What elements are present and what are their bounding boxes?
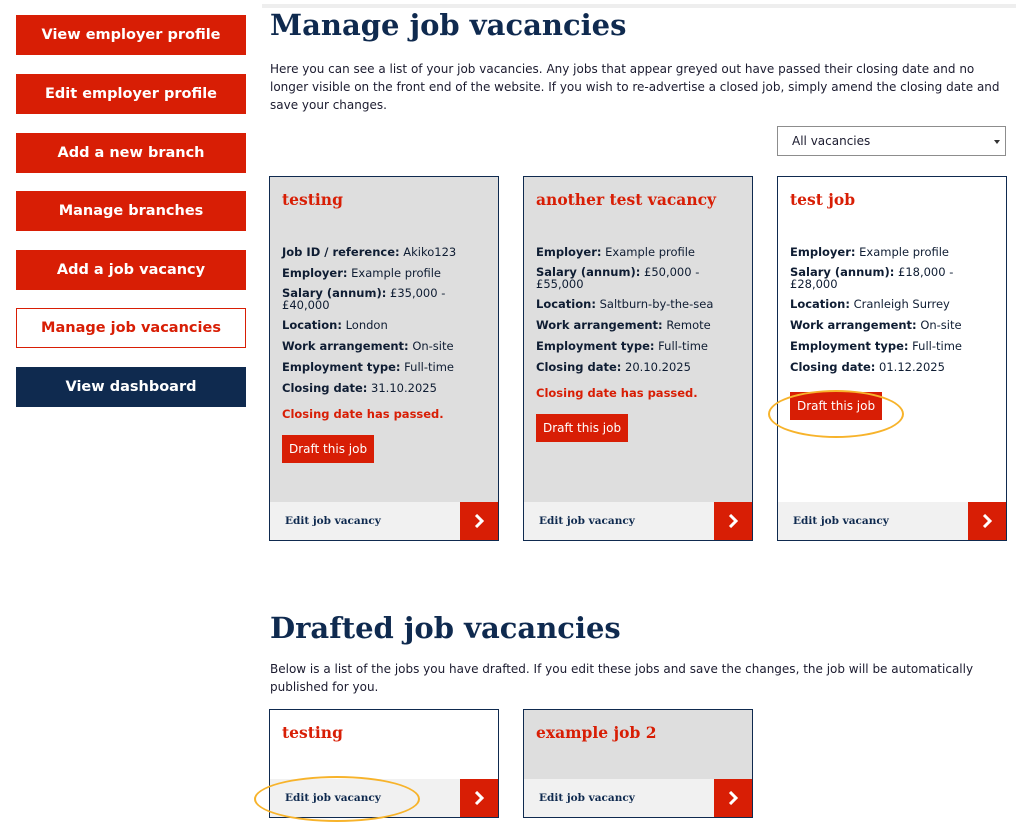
edit-employer-profile-button[interactable]: Edit employer profile	[16, 74, 246, 114]
chevron-right-icon[interactable]	[460, 779, 498, 817]
employment-type-value: Full-time	[658, 339, 708, 353]
edit-job-vacancy-link[interactable]: Edit job vacancy	[285, 792, 381, 804]
job-card-details	[282, 245, 488, 463]
drafted-card-testing	[269, 709, 499, 818]
vacancy-filter-value: All vacancies	[792, 134, 871, 148]
location-label: Location:	[536, 297, 596, 311]
employer-value: Example profile	[605, 245, 696, 259]
manage-intro: Here you can see a list of your job vacancies. Any jobs that appear greyed out have passed their closing date and no longer visible on the front end of the website. If you wish to re-advertise a closed job, simply amend the closing date and save your changes.	[270, 62, 1000, 112]
employer-value: Example profile	[859, 245, 950, 259]
job-card-test-job	[777, 176, 1007, 541]
job-card-title: another test vacancy	[536, 190, 717, 209]
closing-date-value: 20.10.2025	[625, 360, 691, 374]
salary-value: £35,000 - £40,000	[282, 286, 446, 312]
salary-value: £18,000 - £28,000	[790, 265, 954, 291]
job-card-footer	[270, 502, 498, 540]
edit-job-vacancy-link[interactable]: Edit job vacancy	[793, 515, 889, 527]
drafted-card-example-job-2	[523, 709, 753, 818]
view-employer-profile-button[interactable]: View employer profile	[16, 15, 246, 55]
page-title: Manage job vacancies	[270, 8, 627, 42]
closing-passed-notice: Closing date has passed.	[282, 407, 444, 421]
edit-job-vacancy-link[interactable]: Edit job vacancy	[539, 792, 635, 804]
drafted-intro: Below is a list of the jobs you have drafted. If you edit these jobs and save the changes, the job will be automatically published for you.	[270, 662, 974, 694]
employment-type-label: Employment type:	[536, 339, 655, 353]
location-label: Location:	[282, 318, 342, 332]
arrangement-value: Remote	[666, 318, 711, 332]
arrangement-label: Work arrangement:	[282, 339, 409, 353]
drafted-card-title: testing	[282, 723, 343, 742]
job-card-another-test-vacancy	[523, 176, 753, 541]
employer-label: Employer:	[790, 245, 856, 259]
chevron-right-icon[interactable]	[714, 502, 752, 540]
job-card-title: testing	[282, 190, 343, 209]
add-job-vacancy-button[interactable]: Add a job vacancy	[16, 250, 246, 290]
closing-date-label: Closing date:	[790, 360, 876, 374]
arrangement-label: Work arrangement:	[536, 318, 663, 332]
employer-label: Employer:	[282, 266, 348, 280]
location-label: Location:	[790, 297, 850, 311]
salary-label: Salary (annum):	[790, 265, 895, 279]
employment-type-value: Full-time	[404, 360, 454, 374]
drafted-card-title: example job 2	[536, 723, 657, 742]
arrangement-label: Work arrangement:	[790, 318, 917, 332]
caret-down-icon	[994, 140, 1000, 144]
edit-job-vacancy-link[interactable]: Edit job vacancy	[539, 515, 635, 527]
view-dashboard-button[interactable]: View dashboard	[16, 367, 246, 407]
job-card-details	[790, 245, 996, 420]
job-card-footer	[524, 502, 752, 540]
chevron-right-icon[interactable]	[714, 779, 752, 817]
edit-job-vacancy-link[interactable]: Edit job vacancy	[285, 515, 381, 527]
closing-date-label: Closing date:	[282, 381, 368, 395]
employment-type-value: Full-time	[912, 339, 962, 353]
closing-date-value: 01.12.2025	[879, 360, 945, 374]
location-value: Saltburn-by-the-sea	[599, 297, 714, 311]
drafted-card-footer	[270, 779, 498, 817]
chevron-right-icon[interactable]	[968, 502, 1006, 540]
job-card-title: test job	[790, 190, 856, 209]
employment-type-label: Employment type:	[282, 360, 401, 374]
draft-job-button[interactable]: Draft this job	[536, 414, 628, 442]
drafted-title: Drafted job vacancies	[270, 611, 621, 645]
closing-passed-notice: Closing date has passed.	[536, 386, 698, 400]
closing-date-label: Closing date:	[536, 360, 622, 374]
arrangement-value: On-site	[920, 318, 962, 332]
job-id-label: Job ID / reference:	[282, 245, 400, 259]
location-value: London	[345, 318, 388, 332]
arrangement-value: On-site	[412, 339, 454, 353]
salary-value: £50,000 - £55,000	[536, 265, 700, 291]
drafted-card-footer	[524, 779, 752, 817]
job-card-footer	[778, 502, 1006, 540]
location-value: Cranleigh Surrey	[853, 297, 950, 311]
chevron-right-icon[interactable]	[460, 502, 498, 540]
job-card-testing	[269, 176, 499, 541]
salary-label: Salary (annum):	[282, 286, 387, 300]
draft-job-button[interactable]: Draft this job	[790, 392, 882, 420]
job-card-details	[536, 245, 742, 442]
employment-type-label: Employment type:	[790, 339, 909, 353]
salary-label: Salary (annum):	[536, 265, 641, 279]
vacancy-filter-select[interactable]	[777, 126, 1006, 156]
manage-branches-button[interactable]: Manage branches	[16, 191, 246, 231]
add-branch-button[interactable]: Add a new branch	[16, 133, 246, 173]
job-id-value: Akiko123	[403, 245, 457, 259]
draft-job-button[interactable]: Draft this job	[282, 435, 374, 463]
employer-label: Employer:	[536, 245, 602, 259]
closing-date-value: 31.10.2025	[371, 381, 437, 395]
manage-job-vacancies-button[interactable]: Manage job vacancies	[16, 308, 246, 348]
employer-value: Example profile	[351, 266, 442, 280]
